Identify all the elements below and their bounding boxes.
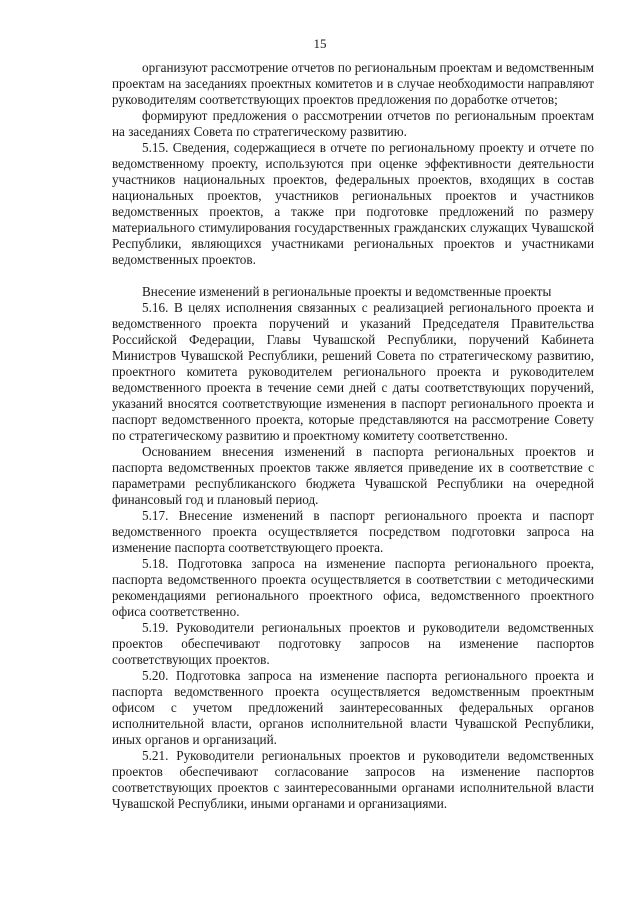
paragraph-proposals-council: формируют предложения о рассмотрении отчетов по региональным проектам на заседаниях Совета по стратегическому развитию. [112,108,594,139]
page-number: 15 [313,36,327,51]
paragraph-reports-review: организуют рассмотрение отчетов по региональным проектам и ведомственным проектам на заседаниях проектных комитетов и в случае необходимости направляют руководителям соответствующих проектов предложения по доработке отчетов; [112,60,594,107]
paragraph-5-18: 5.18. Подготовка запроса на изменение паспорта регионального проекта, паспорта ведомственного проекта осуществляется в соответствии с методическими рекомендациями регионального проектного офиса, ведомственного проектного офиса соответственно. [112,556,594,619]
document-body [112,60,594,812]
paragraph-5-19: 5.19. Руководители региональных проектов и руководители ведомственных проектов обеспечивают подготовку запросов на изменение паспортов соответствующих проектов. [112,620,594,667]
paragraph-5-17: 5.17. Внесение изменений в паспорт регионального проекта и паспорт ведомственного проекта осуществляется посредством подготовки запроса на изменение паспорта соответствующего проекта. [112,508,594,555]
paragraph-5-15: 5.15. Сведения, содержащиеся в отчете по региональному проекту и отчете по ведомственному проекту, используются при оценке эффективности деятельности участников национальных проектов, федеральных проектов, входящих в состав национальных проектов, участников региональных проектов и участников ведомственных проектов, а также при подготовке предложений по размеру материального стимулирования государственных гражданских служащих Чувашской Республики, являющихся участниками региональных проектов и участниками ведомственных проектов. [112,140,594,267]
paragraph-5-21: 5.21. Руководители региональных проектов и руководители ведомственных проектов обеспечивают согласование запросов на изменение паспортов соответствующих проектов с заинтересованными органами исполнительной власти Чувашской Республики, иными органами и организациями. [112,748,594,811]
paragraph-5-16: 5.16. В целях исполнения связанных с реализацией регионального проекта и ведомственного проекта поручений и указаний Председателя Правительства Российской Федерации, Главы Чувашской Республики, поручений Кабинета Министров Чувашской Республики, решений Совета по стратегическому развитию, проектного комитета руководителем регионального проекта и руководителем ведомственного проекта в течение семи дней с даты соответствующих поручений, указаний вносятся соответствующие изменения в паспорт регионального проекта и паспорт ведомственного проекта, которые представляются на рассмотрение Совету по стратегическому развитию и проектному комитету соответственно. [112,300,594,443]
paragraph-5-20: 5.20. Подготовка запроса на изменение паспорта регионального проекта и паспорта ведомственного проекта осуществляется ведомственным проектным офисом с учетом предложений заинтересованных федеральных органов исполнительной власти, органов исполнительной власти Чувашской Республики, иных органов и организаций. [112,668,594,747]
section-heading-changes: Внесение изменений в региональные проекты и ведомственные проекты [142,284,552,299]
paragraph-basis-for-changes: Основанием внесения изменений в паспорта региональных проектов и паспорта ведомственных проектов также является приведение их в соответствие с параметрами республиканского бюджета Чувашской Республики на очередной финансовый год и плановый период. [112,444,594,507]
